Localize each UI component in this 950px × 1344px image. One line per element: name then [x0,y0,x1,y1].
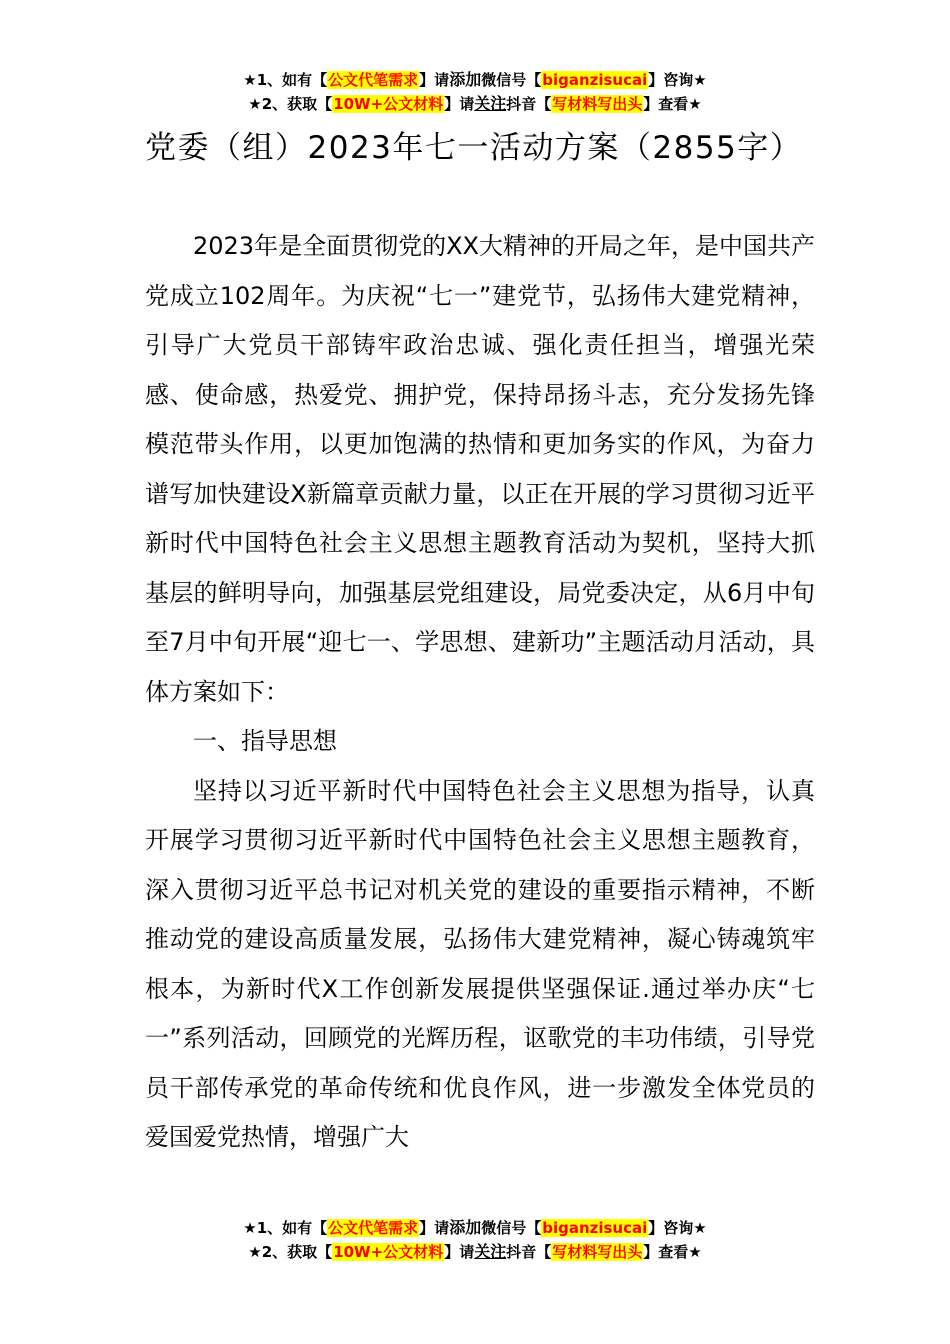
footer-line-1-highlight-wechat: biganzisucai [542,1219,648,1237]
document-title: 党委（组）2023年七一活动方案（2855字） [145,130,803,166]
banner-line-1-prefix: ★1、如有【 [243,71,328,89]
banner-line-1-suffix: 】咨询★ [648,71,707,89]
banner-line-1-mid: 】请 [419,71,450,89]
banner-line-1 [0,68,950,92]
guiding-ideology-paragraph: 坚持以习近平新时代中国特色社会主义思想为指导，认真开展学习贯彻习近平新时代中国特色社会主义思想主题教育，深入贯彻习近平总书记对机关党的建设的重要指示精神，不断推动党的建设高质量发展，弘扬伟大建党精神，凝心铸魂筑牢根本，为新时代X工作创新发展提供坚强保证.通过举办庆“七一”系列活动，回顾党的光辉历程，讴歌党的丰功伟绩，引导党员干部传承党的革命传统和优良作风，进一步激发全体党员的爱国爱党热情，增强广大 [145,776,815,1151]
document-body [145,222,815,1163]
footer-banner [0,1216,950,1264]
footer-banner-line-2 [0,1240,950,1264]
footer-line-1-emphasis: 添加 [449,1218,482,1237]
banner-line-2-prefix: ★2、获取【 [248,95,333,113]
footer-line-1-mid: 】请 [419,1219,450,1237]
banner-line-1-emphasis: 添加 [449,70,482,89]
banner-line-2-mid-2: 抖音【 [506,95,552,113]
section-heading-guiding-ideology: 一、指导思想 [193,727,337,755]
footer-line-2-suffix: 】查看★ [643,1243,702,1261]
footer-line-1-suffix: 】咨询★ [648,1219,707,1237]
footer-line-2-highlight-douyin: 写材料写出头 [552,1243,643,1261]
intro-paragraph: 2023年是全面贯彻党的XX大精神的开局之年，是中国共产党成立102周年。为庆祝“七一”建党节，弘扬伟大建党精神，引导广大党员干部铸牢政治忠诚、强化责任担当，增强光荣感、使命感，热爱党、拥护党，保持昂扬斗志，充分发扬先锋模范带头作用，以更加饱满的热情和更加务实的作风，为奋力谱写加快建设X新篇章贡献力量，以正在开展的学习贯彻习近平新时代中国特色社会主义思想主题教育活动为契机，坚持大抓基层的鲜明导向，加强基层党组建设，局党委决定，从6月中旬至7月中旬开展“迎七一、学思想、建新功”主题活动月活动，具体方案如下： [145,232,815,706]
footer-line-1-prefix: ★1、如有【 [243,1219,328,1237]
footer-line-2-mid-2: 抖音【 [506,1243,552,1261]
banner-line-2-highlight-materials: 10W+公文材料 [333,95,444,113]
footer-line-1-highlight-service: 公文代笔需求 [328,1219,419,1237]
footer-line-1-mid-2: 微信号【 [481,1219,542,1237]
footer-line-2-prefix: ★2、获取【 [248,1243,333,1261]
banner-line-2-suffix: 】查看★ [643,95,702,113]
banner-line-1-highlight-service: 公文代笔需求 [328,71,419,89]
footer-line-2-highlight-materials: 10W+公文材料 [333,1243,444,1261]
footer-banner-line-1 [0,1216,950,1240]
header-banner [0,68,950,116]
banner-line-1-mid-2: 微信号【 [481,71,542,89]
banner-line-2-mid: 】请 [444,95,475,113]
banner-line-2 [0,92,950,116]
footer-line-2-emphasis: 关注 [474,1242,507,1261]
banner-line-2-highlight-douyin: 写材料写出头 [552,95,643,113]
banner-line-1-highlight-wechat: biganzisucai [542,71,648,89]
banner-line-2-emphasis: 关注 [474,94,507,113]
footer-line-2-mid: 】请 [444,1243,475,1261]
